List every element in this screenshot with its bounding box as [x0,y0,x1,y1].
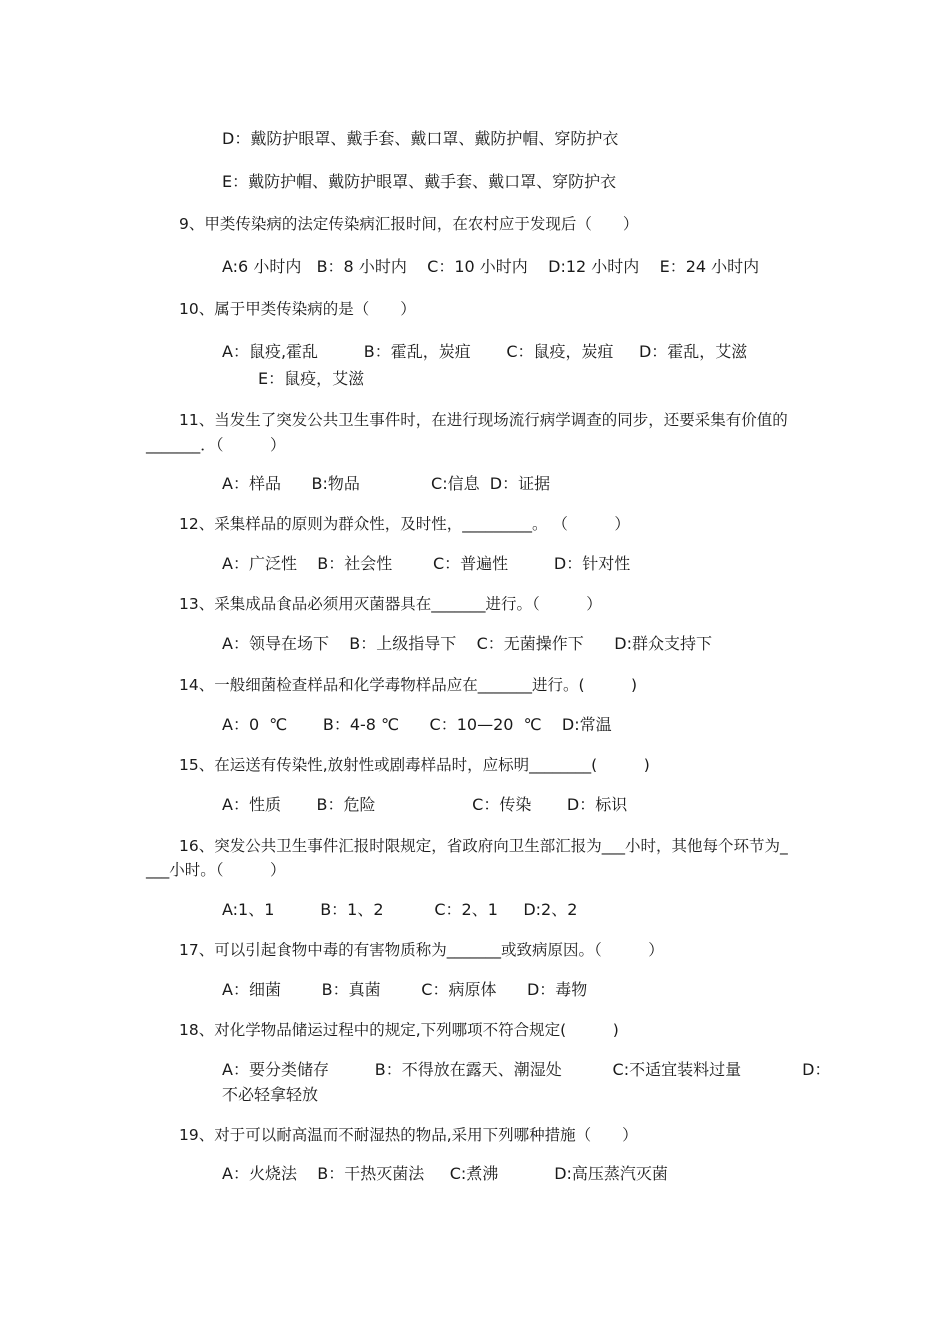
question-19-stem: 19、对于可以耐高温而不耐湿热的物品,采用下列哪种措施（ ） [179,1126,638,1144]
question-18-options-cont: 不必轻拿轻放 [222,1085,319,1104]
question-9-options: A:6 小时内 B：8 小时内 C：10 小时内 D:12 小时内 E：24 小时内 [222,257,760,276]
question-16-stem-cont: ___小时。（ ） [146,861,286,879]
question-10-options-cont: E：鼠疫，艾滋 [258,369,365,388]
question-17-options: A：细菌 B：真菌 C：病原体 D：毒物 [222,980,588,999]
question-11-stem-cont: _______．（ ） [146,436,286,454]
question-10-stem: 10、属于甲类传染病的是（ ） [179,300,416,318]
question-16-options: A:1、1 B：1、2 C：2、1 D:2、2 [222,900,578,919]
question-13-stem: 13、采集成品食品必须用灭菌器具在_______进行。（ ） [179,595,602,613]
question-18-options: A：要分类储存 B：不得放在露天、潮湿处 C:不适宜装料过量 D： [222,1060,831,1079]
question-11-stem: 11、当发生了突发公共卫生事件时，在进行现场流行病学调查的同步，还要采集有价值的 [179,411,788,429]
question-15-options: A：性质 B：危险 C：传染 D：标识 [222,795,628,814]
question-14-stem: 14、一般细菌检查样品和化学毒物样品应在_______进行。( ) [179,676,638,694]
question-10-options: A：鼠疫,霍乱 B：霍乱，炭疽 C：鼠疫，炭疽 D：霍乱，艾滋 [222,342,748,361]
question-19-options: A：火烧法 B：干热灭菌法 C:煮沸 D:高压蒸汽灭菌 [222,1164,668,1183]
question-15-stem: 15、在运送有传染性,放射性或剧毒样品时，应标明________( ) [179,756,650,774]
option-e-line: E：戴防护帽、戴防护眼罩、戴手套、戴口罩、穿防护衣 [222,172,617,191]
question-13-options: A：领导在场下 B：上级指导下 C：无菌操作下 D:群众支持下 [222,634,713,653]
option-d-line: D：戴防护眼罩、戴手套、戴口罩、戴防护帽、穿防护衣 [222,129,619,148]
question-9-stem: 9、甲类传染病的法定传染病汇报时间，在农村应于发现后（ ） [179,215,639,233]
question-12-options: A：广泛性 B：社会性 C：普遍性 D：针对性 [222,554,631,573]
question-12-stem: 12、采集样品的原则为群众性，及时性，_________。 （ ） [179,515,630,533]
question-18-stem: 18、对化学物品储运过程中的规定,下列哪项不符合规定( ) [179,1021,619,1039]
question-14-options: A：0 ℃ B：4-8 ℃ C：10—20 ℃ D:常温 [222,715,612,734]
question-16-stem: 16、突发公共卫生事件汇报时限规定，省政府向卫生部汇报为___小时，其他每个环节为_ [179,837,788,855]
question-11-options: A：样品 B:物品 C:信息 D：证据 [222,474,551,493]
question-17-stem: 17、可以引起食物中毒的有害物质称为_______或致病原因。（ ） [179,941,664,959]
